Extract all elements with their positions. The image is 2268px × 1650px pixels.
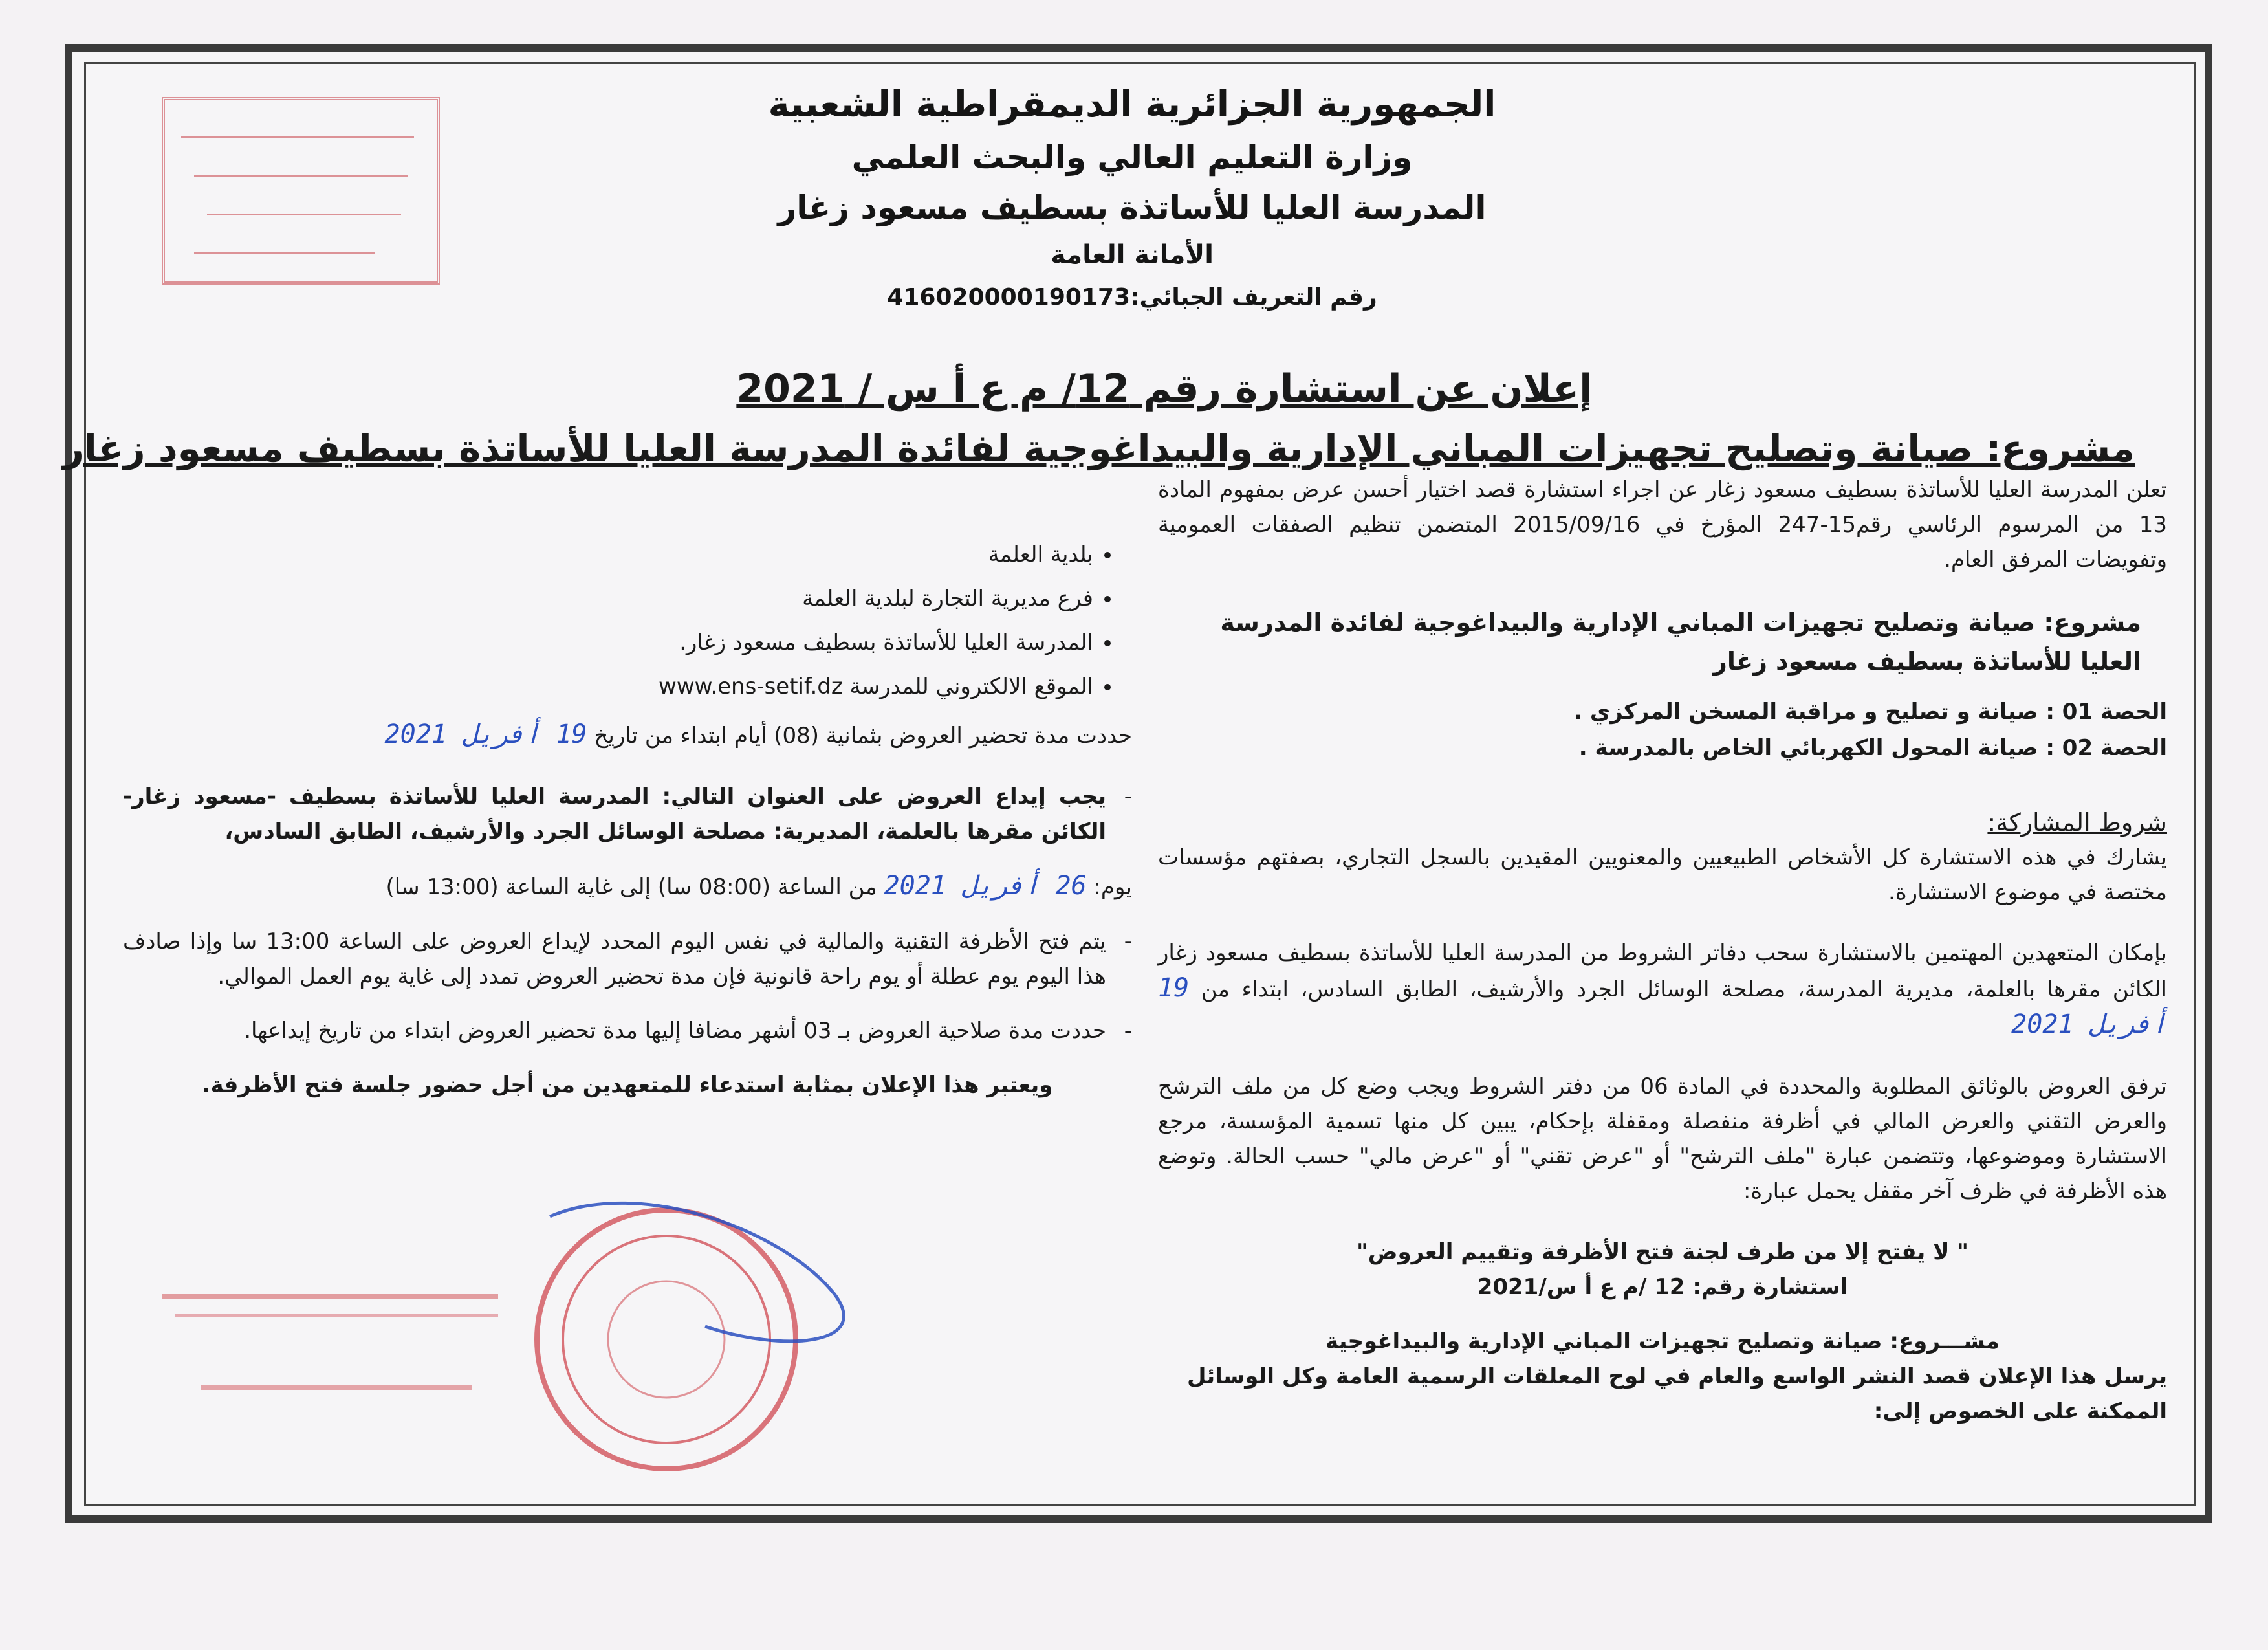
tax-id: رقم التعريف الجبائي:416020000190173 bbox=[887, 284, 1377, 311]
list-item: • الموقع الالكتروني للمدرسة www.ens-setif.dz bbox=[123, 669, 1093, 704]
ministry-name: وزارة التعليم العالي والبحث العلمي bbox=[851, 138, 1413, 176]
announcement-title: إعلان عن استشارة رقم 12/ م ع أ س / 2021 bbox=[736, 366, 1593, 412]
project-title: مشروع: صيانة وتصليح تجهيزات المباني الإدارية والبيداغوجية لفائدة المدرسة العليا للأساتذة بسطيف مسعود زغار bbox=[62, 426, 2135, 470]
project-paragraph: مشروع: صيانة وتصليح تجهيزات المباني الإدارية والبيداغوجية لفائدة المدرسة العليا للأساتذة بسطيف مسعود زغار bbox=[1220, 608, 2141, 676]
deposit-text: يجب إيداع العروض على العنوان التالي: المدرسة العليا للأساتذة بسطيف -مسعود زغار- الكائن مقرها بالعلمة، المديرية: مصلحة الوسائل الجرد والأرشيف، الطابق السادس، bbox=[123, 784, 1106, 844]
opening-item: - يتم فتح الأظرفة التقنية والمالية في نفس اليوم المحدد لإيداع العروض على الساعة 13:00 سا وإذا صادف هذا اليوم يوم عطلة أو يوم راحة قانونية فإن مدة تحضير العروض تمدد إلى غاية يوم العمل الموالي. bbox=[123, 924, 1132, 994]
envelope-line-3: مشـــروع: صيانة وتصليح تجهيزات المباني الإدارية والبيداغوجية bbox=[1325, 1328, 2000, 1354]
list-item: • فرع مديرية التجارة لبلدية العلمة bbox=[123, 581, 1093, 616]
publish-paragraph: يرسل هذا الإعلان قصد النشر الواسع والعام في لوح المعلقات الرسمية العامة وكل الوسائل الممكنة على الخصوص إلى: bbox=[1186, 1363, 2167, 1424]
envelope-line-2: استشارة رقم: 12 /م ع أ س/2021 bbox=[1477, 1274, 1848, 1300]
duration-text: حددت مدة تحضير العروض بثمانية (08) أيام ابتداء من تاريخ bbox=[594, 723, 1132, 749]
right-column bbox=[1158, 472, 2167, 1429]
received-stamp bbox=[162, 97, 440, 285]
announcement-title-block bbox=[62, 359, 2135, 478]
duration-date: 19 أفريل 2021 bbox=[384, 720, 587, 749]
withdraw-text: بإمكان المتعهدين المهتمين بالاستشارة سحب دفاتر الشروط من المدرسة العليا للأساتذة بسطيف مسعود زغار الكائن مقرها بالعلمة، مديرية المدرسة، مصلحة الوسائل الجرد والأرشيف، الطابق السادس، ابتداء من bbox=[1158, 940, 2167, 1002]
withdraw-date: 19 أفريل 2021 bbox=[1158, 973, 2167, 1039]
deposit-day-line bbox=[123, 868, 1132, 905]
school-name: المدرسة العليا للأساتذة بسطيف مسعود زغار bbox=[778, 189, 1487, 226]
distribution-list bbox=[123, 537, 1132, 704]
validity-item: - حددت مدة صلاحية العروض بـ 03 أشهر مضافا إليها مدة تحضير العروض ابتداء من تاريخ إيداعها. bbox=[123, 1013, 1132, 1048]
documents-paragraph: ترفق العروض بالوثائق المطلوبة والمحددة في المادة 06 من دفتر الشروط ويجب وضع كل من ملف الترشح والعرض التقني والعرض المالي في أظرفة منفصلة ومقفلة بإحكام، يبين كل منها تسمية المؤسسة، مرجع الاستشارة وموضوعها، وتتضمن عبارة "ملف الترشح" أو "عرض تقني" أو "عرض مالي" حسب الحالة. وتوضع هذه الأظرفة في ظرف آخر مقفل يحمل عبارة: bbox=[1158, 1073, 2167, 1204]
received-stamp-line bbox=[207, 214, 401, 215]
withdraw-paragraph bbox=[1158, 936, 2167, 1043]
list-item: • بلدية العلمة bbox=[123, 537, 1093, 572]
official-seal-icon bbox=[511, 1191, 873, 1488]
intro-paragraph: تعلن المدرسة العليا للأساتذة بسطيف مسعود زغار عن اجراء استشارة قصد اختيار أحسن عرض بمفهوم المادة 13 من المرسوم الرئاسي رقم15-247 المؤرخ في 2015/09/16 المتضمن تنظيم الصفقات العمومية وتفويضات المرفق العام. bbox=[1158, 477, 2167, 573]
received-stamp-line bbox=[194, 252, 375, 254]
day-date: 26 أفريل 2021 bbox=[884, 871, 1087, 901]
deposit-item bbox=[123, 779, 1132, 849]
list-item: • المدرسة العليا للأساتذة بسطيف مسعود زغار. bbox=[123, 625, 1093, 660]
envelope-line-1: " لا يفتح إلا من طرف لجنة فتح الأظرفة وتقييم العروض" bbox=[1357, 1239, 1968, 1265]
day-label: يوم: bbox=[1093, 874, 1132, 900]
received-stamp-line bbox=[181, 136, 414, 138]
hours-text: من الساعة (08:00 سا) إلى غاية الساعة (13:00 سا) bbox=[386, 874, 877, 900]
conditions-paragraph: يشارك في هذه الاستشارة كل الأشخاص الطبيعيين والمعنويين المقيدين بالسجل التجاري، بصفتهم مؤسسات مختصة في موضوع الاستشارة. bbox=[1158, 844, 2167, 905]
signature-block bbox=[162, 1288, 524, 1417]
republic-name: الجمهورية الجزائرية الديمقراطية الشعبية bbox=[768, 83, 1496, 126]
convocation-line: ويعتبر هذا الإعلان بمثابة استدعاء للمتعهدين من أجل حضور جلسة فتح الأظرفة. bbox=[202, 1072, 1053, 1098]
letterhead bbox=[712, 78, 1553, 318]
official-seal-and-signature bbox=[511, 1191, 873, 1491]
left-column bbox=[123, 537, 1132, 1103]
duration-paragraph bbox=[123, 717, 1132, 753]
lot-2: الحصة 02 : صيانة المحول الكهربائي الخاص بالمدرسة . bbox=[1578, 735, 2167, 761]
received-stamp-line bbox=[194, 175, 408, 177]
secretariat-name: الأمانة العامة bbox=[1051, 240, 1214, 270]
conditions-heading: شروط المشاركة: bbox=[1987, 808, 2167, 837]
lot-1: الحصة 01 : صيانة و تصليح و مراقبة المسخن المركزي . bbox=[1574, 699, 2167, 725]
